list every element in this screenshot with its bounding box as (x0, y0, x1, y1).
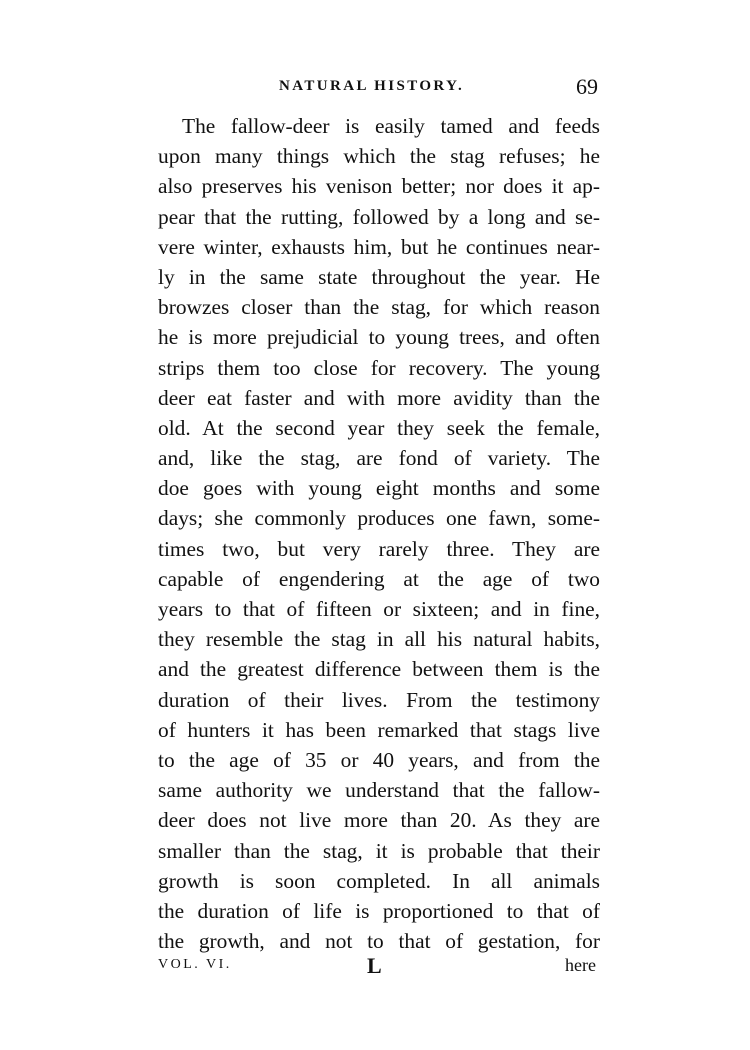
text-line: vere winter, exhausts him, but he continues near- (158, 234, 600, 259)
page-number: 69 (576, 74, 598, 99)
text-line: pear that the rutting, followed by a long and se- (158, 204, 600, 229)
text-line: smaller than the stag, it is probable that their (158, 838, 600, 863)
text-line: deer does not live more than 20. As they are (158, 808, 600, 833)
text-line: they resemble the stag in all his natural habits, (158, 627, 600, 652)
text-line: same authority we understand that the fallow- (158, 778, 600, 803)
volume-marker: VOL. VI. (158, 957, 232, 972)
text-line: old. At the second year they seek the female, (158, 415, 600, 440)
signature-mark: L (367, 953, 382, 978)
text-line: and the greatest difference between them is the (158, 657, 600, 682)
text-line: duration of their lives. From the testimony (158, 687, 600, 712)
text-line: of hunters it has been remarked that stags live (158, 717, 600, 742)
text-line: upon many things which the stag refuses; he (158, 144, 600, 169)
running-head (158, 72, 600, 106)
text-line: the duration of life is proportioned to that of (158, 898, 600, 923)
text-line: The fallow-deer is easily tamed and feeds (182, 114, 600, 138)
text-line: ly in the same state throughout the year. He (158, 264, 600, 289)
text-line: capable of engendering at the age of two (158, 566, 600, 591)
text-line: browzes closer than the stag, for which reason (158, 295, 600, 320)
text-line: to the age of 35 or 40 years, and from the (158, 747, 600, 772)
text-line: he is more prejudicial to young trees, and often (158, 325, 600, 350)
page-footer (158, 953, 600, 983)
text-line: years to that of fifteen or sixteen; and in fine, (158, 597, 600, 621)
running-title: NATURAL HISTORY. (279, 78, 465, 94)
text-line: times two, but very rarely three. They are (158, 536, 600, 561)
body-text (158, 111, 600, 956)
text-line: strips them too close for recovery. The young (158, 355, 600, 380)
text-line: the growth, and not to that of gestation, for (158, 929, 600, 954)
text-line: growth is soon completed. In all animals (158, 868, 600, 893)
text-line: doe goes with young eight months and some (158, 476, 600, 501)
text-line: and, like the stag, are fond of variety. The (158, 446, 600, 471)
text-line: days; she commonly produces one fawn, some- (158, 506, 600, 531)
catchword: here (565, 955, 596, 975)
text-line: also preserves his venison better; nor does it ap- (158, 174, 600, 199)
text-line: deer eat faster and with more avidity than the (158, 385, 600, 410)
